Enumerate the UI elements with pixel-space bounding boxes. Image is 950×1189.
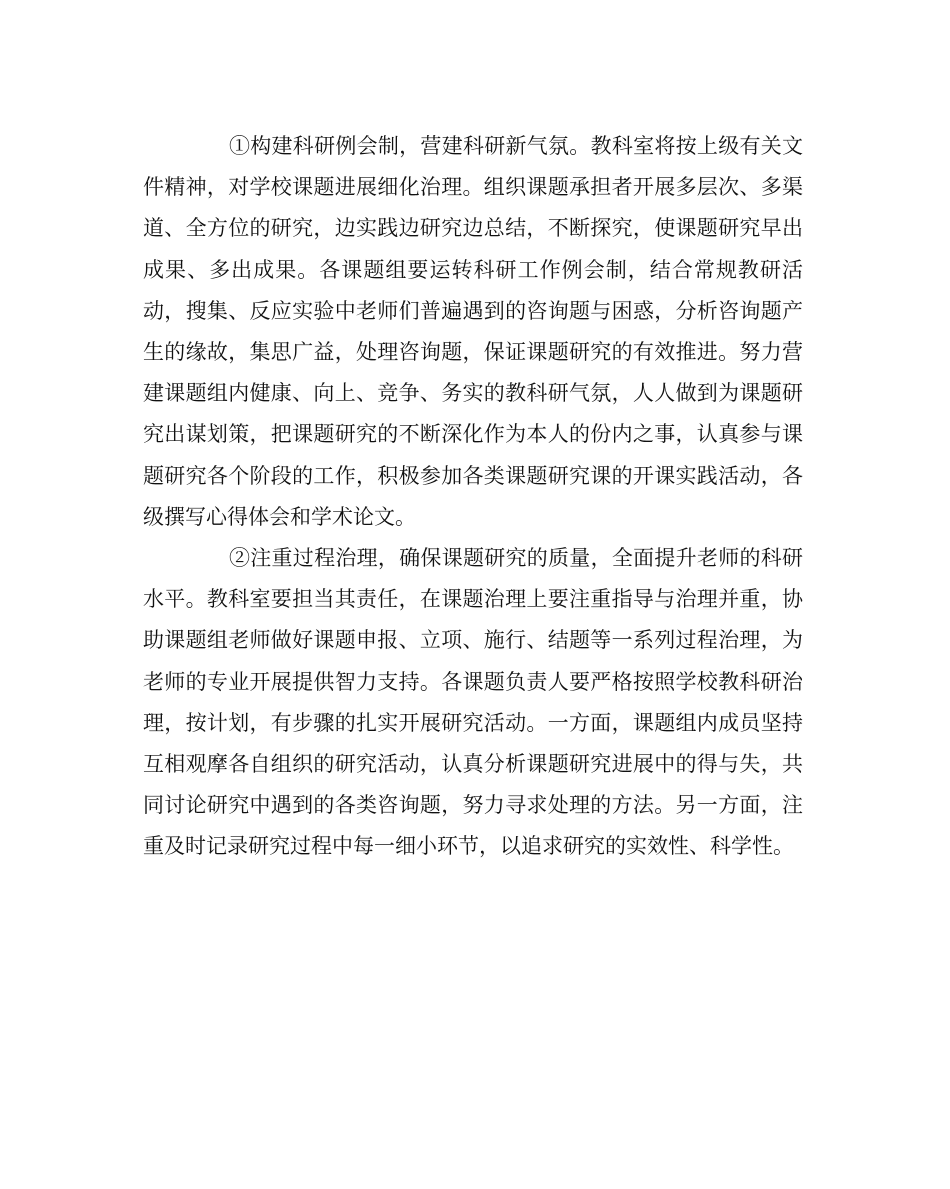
document-body xyxy=(143,126,803,868)
paragraph-research-meeting-system: ①构建科研例会制，营建科研新气氛。教科室将按上级有关文件精神，对学校课题进展细化治理。组织课题承担者开展多层次、多渠道、全方位的研究，边实践边研究边总结，不断探究，使课题研究早出成果、多出成果。各课题组要运转科研工作例会制，结合常规教研活动，搜集、反应实验中老师们普遍遇到的咨询题与困惑，分析咨询题产生的缘故，集思广益，处理咨询题，保证课题研究的有效推进。努力营建课题组内健康、向上、竞争、务实的教科研气氛，人人做到为课题研究出谋划策，把课题研究的不断深化作为本人的份内之事，认真参与课题研究各个阶段的工作，积极参加各类课题研究课的开课实践活动，各级撰写心得体会和学术论文。 xyxy=(143,134,803,529)
paragraph-process-management: ②注重过程治理，确保课题研究的质量，全面提升老师的科研水平。教科室要担当其责任，在课题治理上要注重指导与治理并重，协助课题组老师做好课题申报、立项、施行、结题等一系列过程治理，为老师的专业开展提供智力支持。各课题负责人要严格按照学校教科研治理，按计划，有步骤的扎实开展研究活动。一方面，课题组内成员坚持互相观摩各自组织的研究活动，认真分析课题研究进展中的得与失，共同讨论研究中遇到的各类咨询题，努力寻求处理的方法。另一方面，注重及时记录研究过程中每一细小环节，以追求研究的实效性、科学性。 xyxy=(143,546,803,859)
